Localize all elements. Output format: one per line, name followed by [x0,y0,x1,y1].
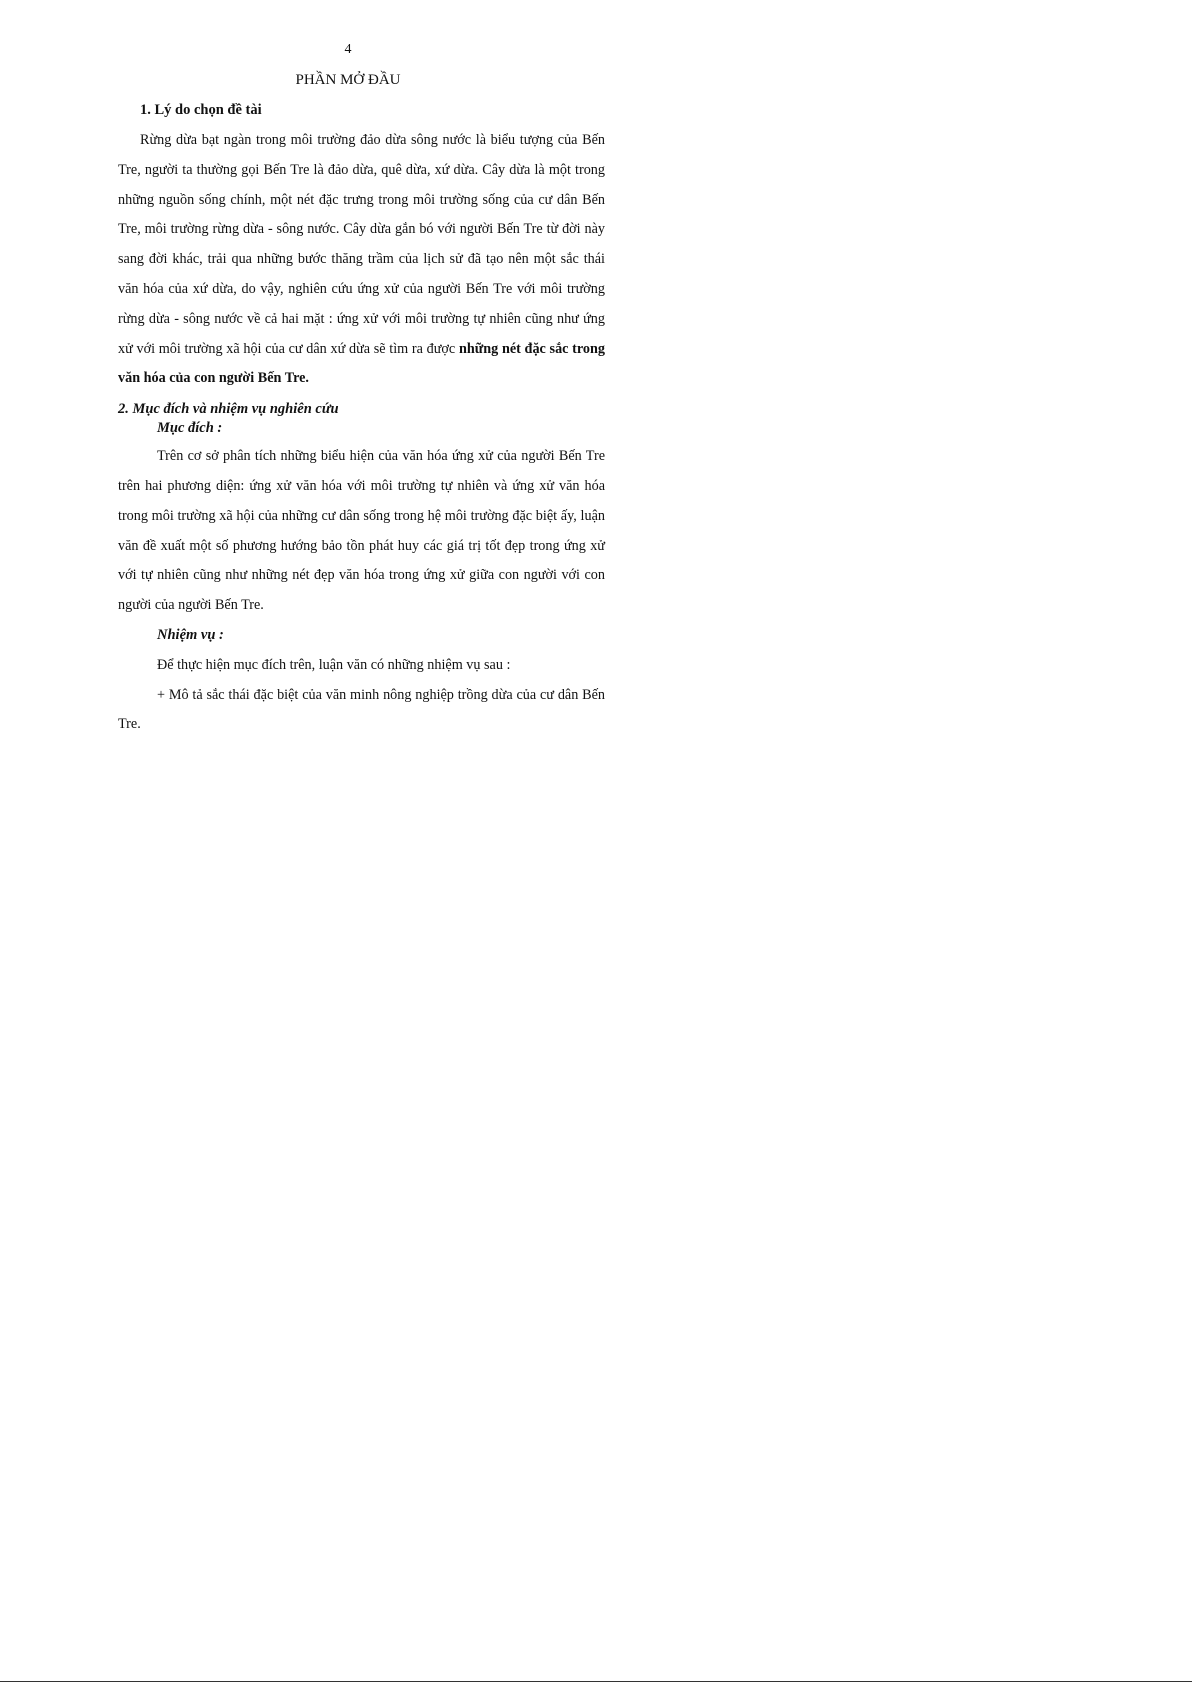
paragraph-purpose: Trên cơ sở phân tích những biểu hiện của văn hóa ứng xử của người Bến Tre trên hai phương diện: ứng xử văn hóa với môi trường tự nhiên và ứng xử văn hóa trong môi trường xã hội của những cư dân sống trong hệ môi trường đặc biệt ấy, luận văn đề xuất một số phương hướng bảo tồn phát huy các giá trị tốt đẹp trong ứng xử với tự nhiên cũng như những nét đẹp văn hóa trong ứng xử giữa con người với con người của người Bến Tre. [118,448,605,614]
chapter-title: PHẦN MỞ ĐẦU [295,72,401,88]
task-item: + Mô tả sắc thái đặc biệt của văn minh nông nghiệp trồng dừa của cư dân Bến Tre. [118,686,605,733]
tasks-label: Nhiệm vụ : [157,626,224,643]
page-number: 4 [344,42,352,57]
paragraph-tasks-intro: Để thực hiện mục đích trên, luận văn có những nhiệm vụ sau : [157,656,511,673]
paragraph-reason-bold: những nét đặc sắc trong văn hóa của con người Bến Tre. [118,340,606,387]
document-page [118,38,605,740]
purpose-label: Mục đích : [157,420,223,437]
section-heading-reason: 1. Lý do chọn đề tài [140,102,262,118]
section-heading-purpose-tasks: 2. Mục đích và nhiệm vụ nghiên cứu [118,401,339,418]
paragraph-reason [118,126,605,394]
page-bottom-border [0,1681,1192,1682]
paragraph-reason-text: Rừng dừa bạt ngàn trong môi trường đảo dừa sông nước là biểu tượng của Bến Tre, người ta thường gọi Bến Tre là đảo dừa, quê dừa, xứ dừa. Cây dừa là một trong những nguồn sống chính, một nét đặc trưng trong môi trường sống của cư dân Bến Tre, môi trường rừng dừa - sông nước. Cây dừa gắn bó với người Bến Tre từ đời này sang đời khác, trải qua những bước thăng trầm của lịch sử đã tạo nên một sắc thái văn hóa của xứ dừa, do vậy, nghiên cứu ứng xử của người Bến Tre với môi trường rừng dừa - sông nước về cả hai mặt : ứng xử với môi trường tự nhiên cũng như ứng xử với môi trường xã hội của cư dân xứ dừa sẽ tìm ra được [118,132,605,357]
